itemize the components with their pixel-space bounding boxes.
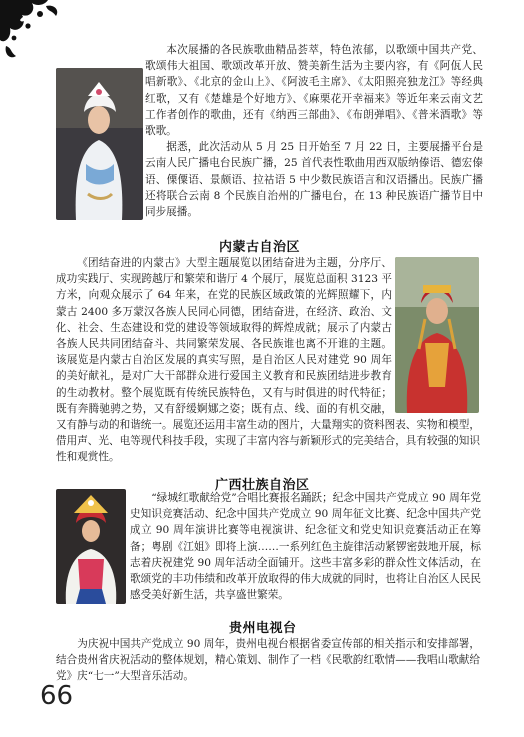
page-number: 66	[40, 681, 74, 711]
photo-zhuang-costume-woman	[56, 489, 126, 604]
guangxi-paragraph: “绿城红歌献给党”合唱比赛报名踊跃；纪念中国共产党成立 90 周年党史知识竞赛活动、纪念中国共产党成立 90 周年征文比赛、纪念中国共产党成立 90 周年演讲比赛等电视演讲、纪念征文和党史知识竞赛活动正在筹备；粤剧《江姐》即将上演……一系列红色主旋律活动紧锣密鼓地开展，标志着庆祝建党 90 周年活动全面铺开。这些丰富多彩的群众性文体活动，在歌颂党的丰功伟绩和改革开放取得的伟大成就的同时，也将让自治区人民民感受美好新生活，共享盛世繁荣。	[130, 492, 481, 602]
section-heading-inner-mongolia: 内蒙古自治区	[219, 240, 301, 255]
photo-mongolian-costume-woman	[395, 257, 479, 413]
guizhou-paragraph: 为庆祝中国共产党成立 90 周年，贵州电视台根据省委宣传部的相关指示和安排部署，结合贵州省庆祝活动的整体规划，精心策划、制作了一档《民歌韵红歌情——我唱山歌献给党》庆“七一”大型音乐活动。	[56, 638, 480, 683]
intro-text-block	[145, 42, 483, 220]
inner-mongolia-paragraph: 《团结奋进的内蒙古》大型主题展览以团结奋进为主题，分序厅、成功实践厅、实现跨越厅和繁荣和谐厅 4 个展厅，展览总面积 3123 平方米，向观众展示了 64 年来，在党的民族区域政策的光辉照耀下，内蒙古 2400 多万蒙汉各族人民同心同德，团结奋进，在经济、政治、文化、社会、生态建设和党的建设等领域取得的辉煌成就；展示了内蒙古各族人民共同团结奋斗、共同繁荣发展、各民族谁也离不开谁的主题。该展览是内蒙古自治区发展的真实写照，是自治区人民对建党 90 周年的美好献礼，是对广大干部群众进行爱国主义教育和民族团结进步教育的生动教材。整个展览既有传统民族特色，又有与时俱进的时代特征；既有奔腾驰骋之势，又有舒缓婀娜之姿；既有点、线、面的有机交融，又有静与动的和谐统一。展览还运用丰富生动的图片，大量翔实的资料图表、实物和模型，借用声、光、电等现代科技手段，实现了丰富内容与新颖形式的完美结合，具有较强的知识性和观赏性。	[56, 257, 480, 464]
guizhou-text-block	[56, 636, 480, 685]
intro-paragraph-2: 据悉，此次活动从 5 月 25 日开始至 7 月 22 日，主要展播平台是云南人民广播电台民族广播，25 首代表性歌曲用西双版纳傣语、德宏傣语、傈僳语、景颇语、拉祜语 5 中少数民族语言和汉语播出。民族广播还将联合云南 8 个民族自治州的广播电台，在 13 种民族语广播节目中同步展播。	[145, 141, 483, 219]
floral-corner-ornament-icon	[0, 0, 70, 70]
guangxi-text-block	[130, 490, 481, 603]
section-heading-guizhou-tv: 贵州电视台	[229, 621, 297, 636]
intro-paragraph-1: 本次展播的各民族歌曲精品荟萃，特色浓郁，以歌颂中国共产党、歌颂伟大祖国、歌颂改革开放、赞美新生活为主要内容，有《阿佤人民唱新歌》、《北京的金山上》、《阿波毛主席》、《太阳照亮独龙江》等经典红歌，又有《楚雄是个好地方》、《麻栗花开幸福来》等近年来云南文艺工作者创作的歌曲，还有《纳西三部曲》、《布朗弹唱》、《普米酒歌》等歌歌。	[145, 44, 483, 138]
section-heading-guangxi: 广西壮族自治区	[215, 478, 310, 493]
photo-white-costume-singer	[56, 68, 143, 220]
